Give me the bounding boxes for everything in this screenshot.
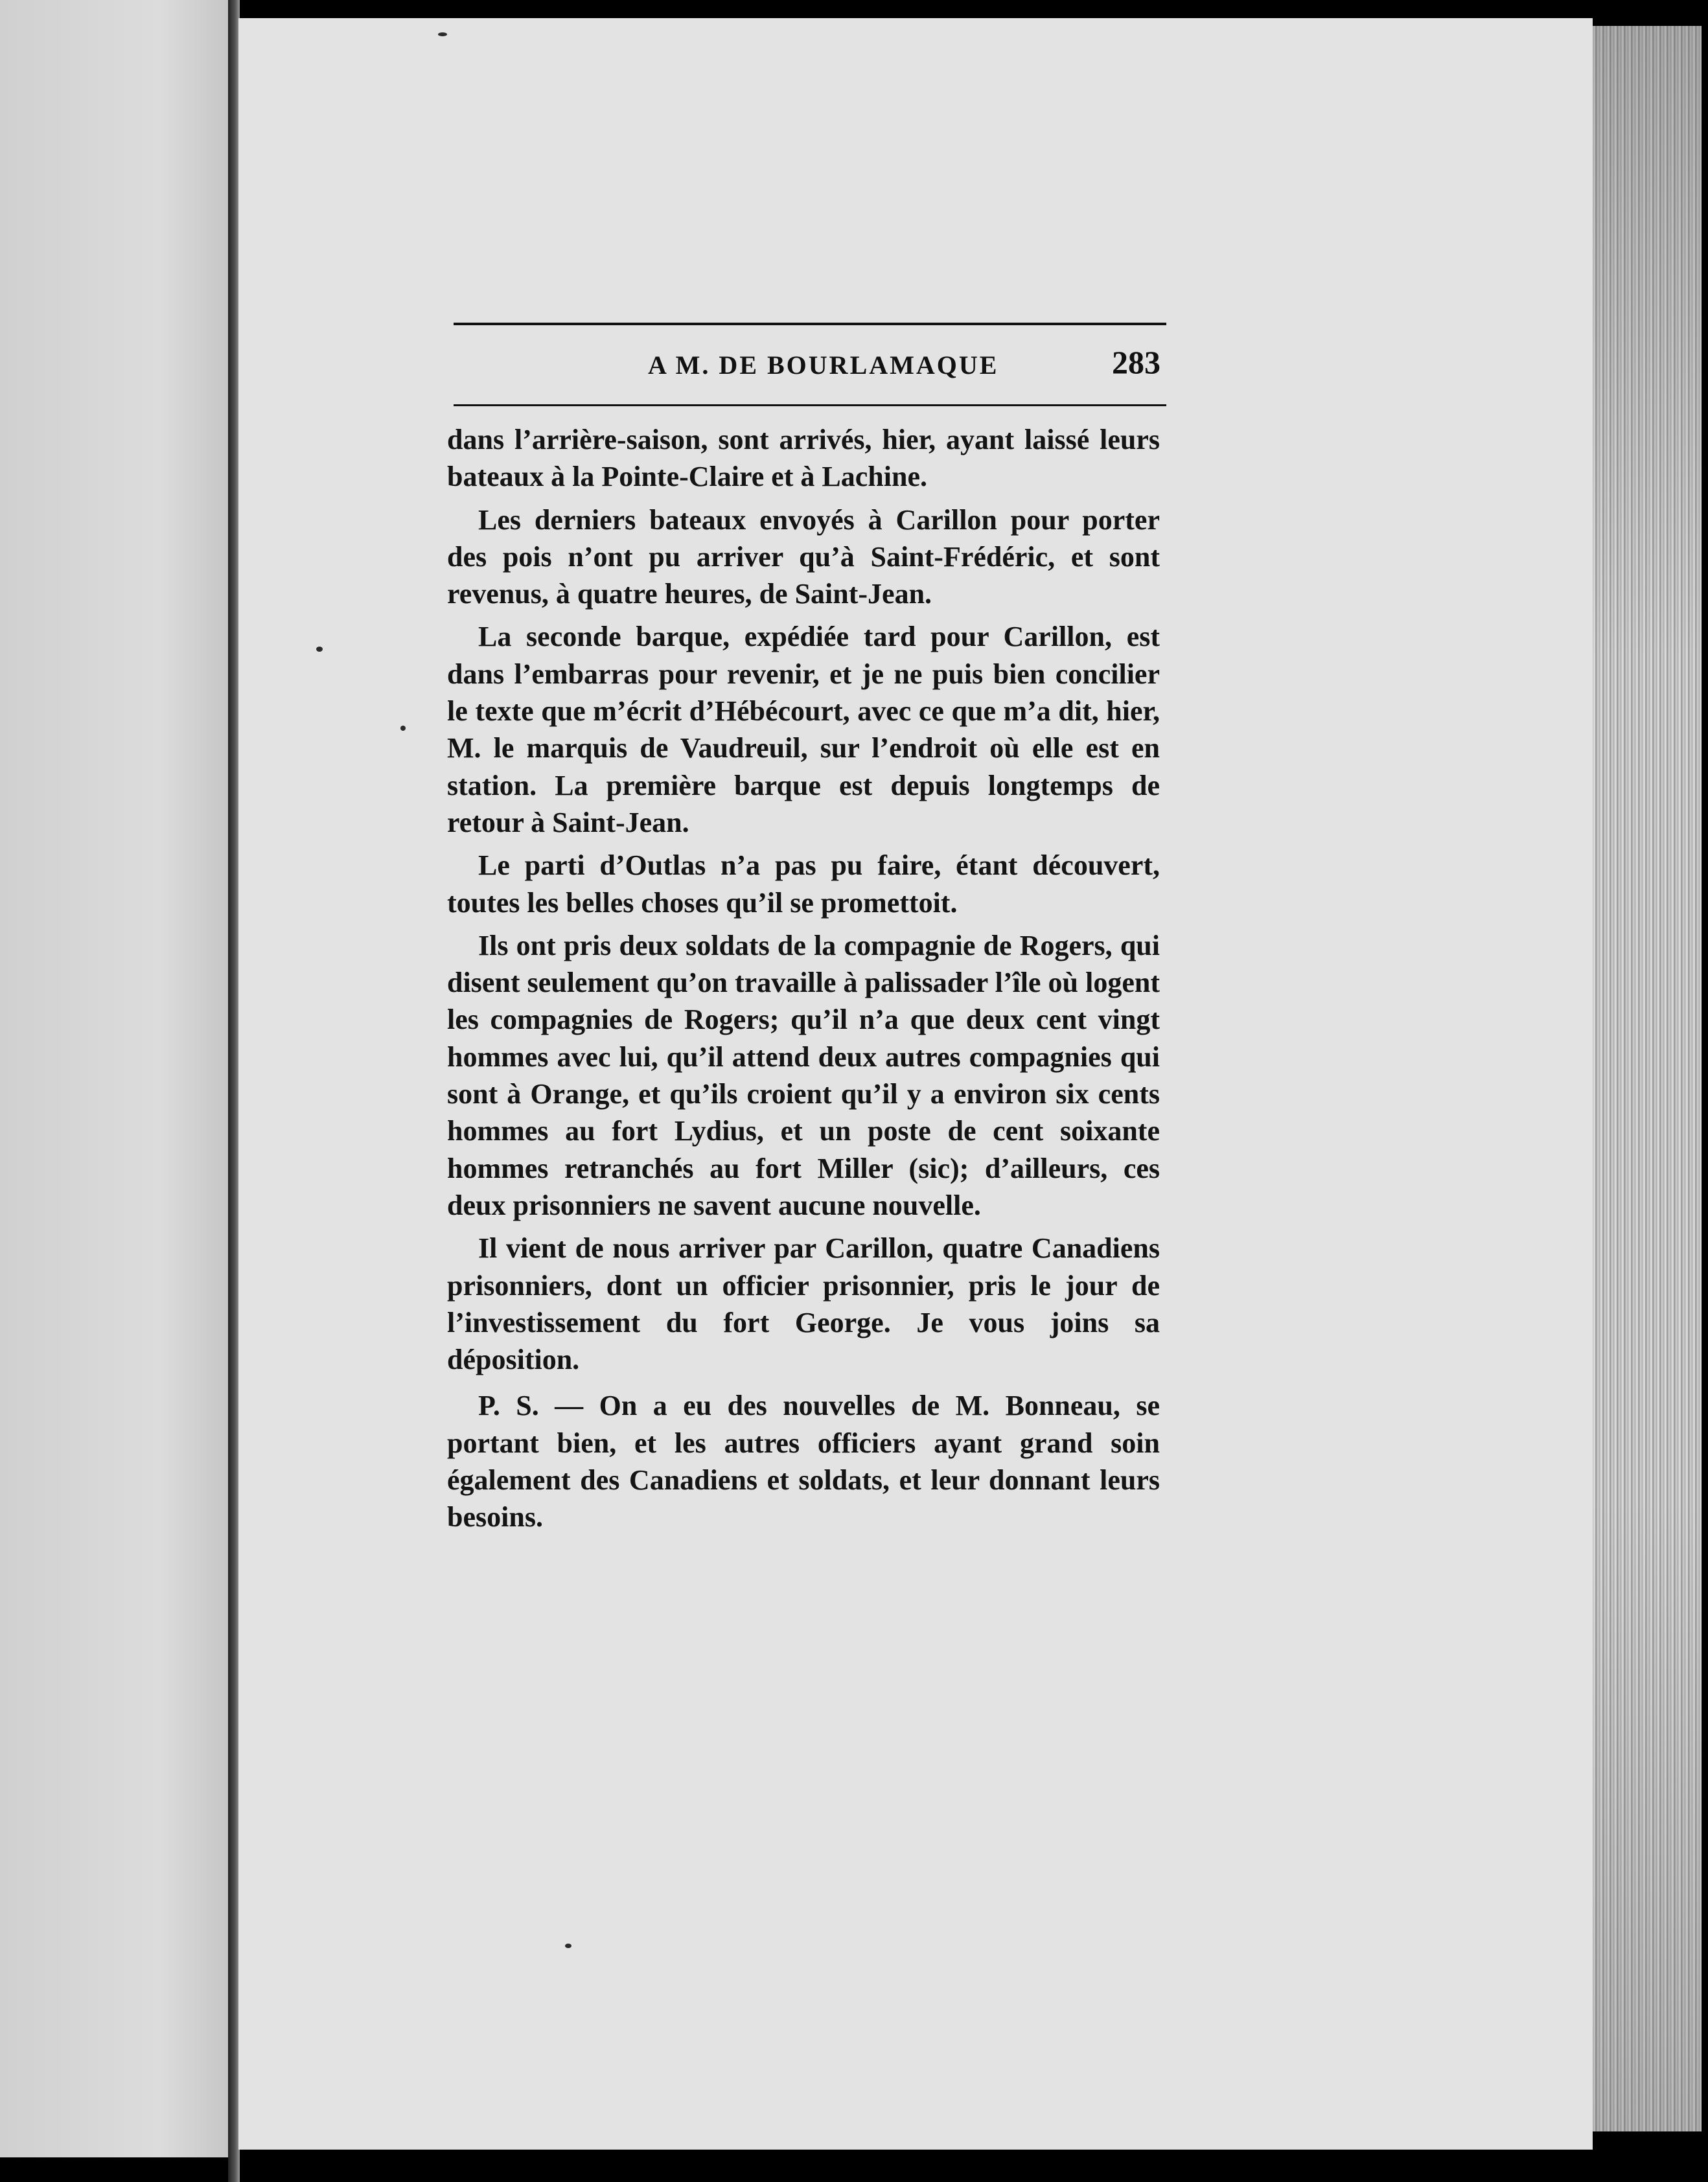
scan-speck (438, 32, 447, 36)
page-edges-shadow (1593, 26, 1702, 2131)
scan-speck (316, 647, 323, 652)
paragraph-4: Le parti d’Outlas n’a pas pu faire, étant découvert, toutes les belles choses qu’il se promettoit. (447, 849, 1160, 919)
body-text (447, 421, 1160, 1542)
paragraph-5: Ils ont pris deux soldats de la compagnie de Rogers, qui disent seulement qu’on travaille à palissader l’île où logent les compagnies de Rogers; qu’il n’a que deux cent vingt hommes avec lui, qu’il attend deux autres compagnies qui sont à Orange, et qu’ils croient qu’il y a environ six cents hommes au fort Lydius, et un poste de cent soixante hommes retranchés au fort Miller (sic); d’ailleurs, ces deux prisonniers ne savent aucune nouvelle. (447, 929, 1160, 1221)
paragraph-2: Les derniers bateaux envoyés à Carillon pour porter des pois n’ont pu arriver qu’à Saint-Frédéric, et sont revenus, à quatre heures, de Saint-Jean. (447, 503, 1160, 610)
header-rule-top (454, 323, 1166, 325)
paragraph-1: dans l’arrière-saison, sont arrivés, hier, ayant laissé leurs bateaux à la Pointe-Claire et à Lachine. (447, 424, 1160, 493)
page-number: 283 (1112, 344, 1160, 380)
header-rule-bottom (454, 404, 1166, 406)
paragraph-6: Il vient de nous arriver par Carillon, quatre Canadiens prisonniers, dont un officier prisonnier, pris le jour de l’investissement du fort George. Je vous joins sa déposition. (447, 1232, 1160, 1376)
running-head: A M. DE BOURLAMAQUE (648, 350, 999, 380)
scan-speck (400, 726, 406, 731)
postscript: P. S. — On a eu des nouvelles de M. Bonneau, se portant bien, et les autres officiers ayant grand soin également des Canadiens et soldats, et leur donnant leurs besoins. (447, 1390, 1160, 1533)
previous-page-edge (0, 0, 228, 2157)
scan-speck (565, 1944, 571, 1948)
paragraph-3: La seconde barque, expédiée tard pour Carillon, est dans l’embarras pour revenir, et je ne puis bien concilier le texte que m’écrit d’Hébécourt, avec ce que m’a dit, hier, M. le marquis de Vaudreuil, sur l’endroit où elle est en station. La première barque est depuis longtemps de retour à Saint-Jean. (447, 621, 1160, 838)
